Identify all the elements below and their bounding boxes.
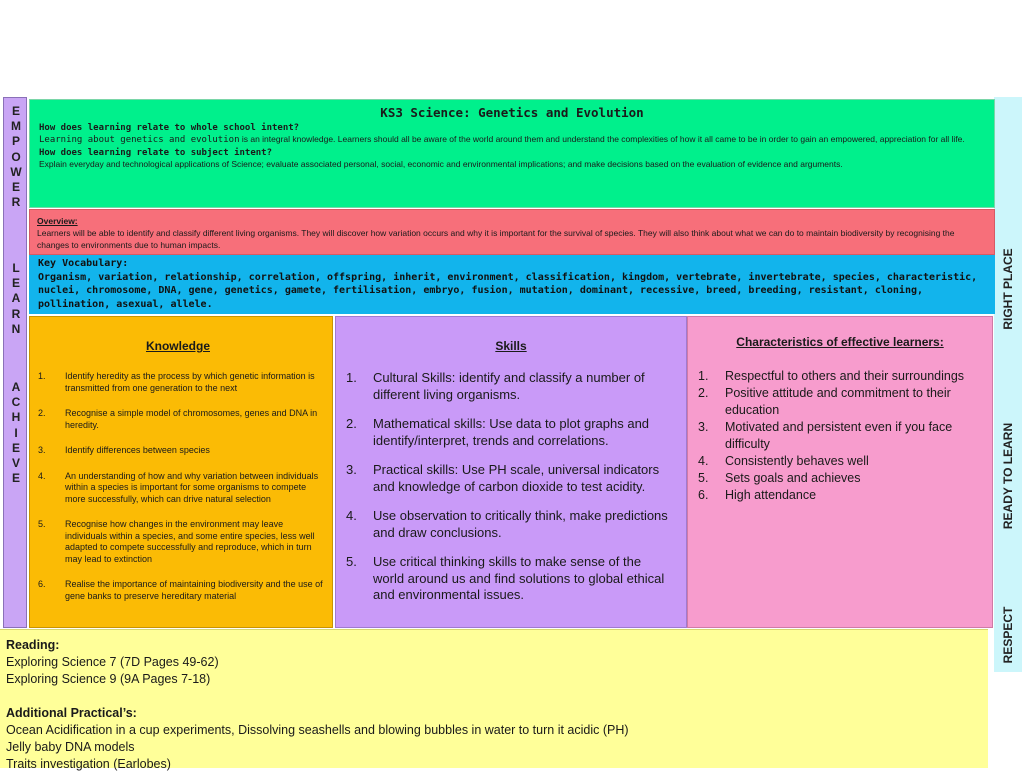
letter: O	[11, 149, 21, 164]
letter: P	[11, 134, 20, 149]
letter: N	[11, 321, 21, 336]
letter: R	[11, 195, 21, 210]
skills-list	[346, 370, 672, 617]
characteristics-column	[687, 316, 993, 628]
practicals-heading: Additional Practical’s:	[6, 706, 137, 720]
knowledge-column	[29, 316, 333, 628]
list-item: 4. An understanding of how and why variation between individuals within a species is important for some organisms to compete more successfully, which can drive natural selection	[38, 470, 319, 504]
list-item: 5. Use critical thinking skills to make sense of the world around us and find solutions to global ethical and environmental issues.	[346, 554, 665, 602]
list-item: 5. Recognise how changes in the environment may leave individuals within a species, and some entire species, less well adapted to compete successfully and reproduce, which in turn may lead to extinction	[38, 519, 315, 564]
list-item: 6. High attendance	[698, 488, 817, 502]
letter: E	[11, 104, 20, 118]
letter: W	[10, 164, 22, 179]
list-item: 4. Consistently behaves well	[698, 454, 869, 468]
list-item: 6. Realise the importance of maintaining biodiversity and the use of gene banks to preserve hereditary material	[38, 579, 323, 601]
characteristics-list	[698, 368, 988, 504]
intent-lead: Learning about genetics and evolution	[39, 135, 240, 145]
list-item: 5. Sets goals and achieves	[698, 471, 861, 485]
list-item: 4. Use observation to critically think, make predictions and draw conclusions.	[346, 508, 668, 540]
reading-section	[0, 629, 988, 771]
intent-rest: is an integral knowledge. Learners should all be aware of the world around them and understand the complexities of how it all came to be in order to gain an empowered, appreciation for all life.	[239, 134, 965, 144]
letter: E	[11, 471, 20, 486]
practical-item: Ocean Acidification in a cup experiments, Dissolving seashells and blowing bubbles in water to turn it acidic (PH)	[6, 723, 629, 737]
achieve-word	[4, 380, 28, 486]
list-item: 3. Identify differences between species	[38, 445, 210, 455]
learn-word	[4, 261, 28, 337]
values-strip-left	[3, 97, 27, 628]
letter: R	[11, 306, 21, 321]
letter: M	[11, 119, 21, 134]
values-strip-right	[994, 97, 1022, 672]
characteristics-heading: Characteristics of effective learners:	[736, 335, 944, 349]
skills-column	[335, 316, 687, 628]
letter: E	[11, 180, 20, 195]
reading-heading: Reading:	[6, 638, 60, 652]
respect-label: RESPECT	[1001, 606, 1015, 664]
whole-school-intent-text	[39, 134, 985, 147]
overview-text: Learners will be able to identify and classify different living organisms. They will discover how variation occurs and why it is important for the survival of species. They will also think about what we can do to maintain biodiversity by recognising the changes to environments due to human impacts.	[37, 228, 955, 250]
letter: H	[11, 410, 21, 425]
subject-intent-text: Explain everyday and technological applications of Science; evaluate associated personal, social, economic and environmental implications; and make decisions based on the evaluation of evidence and arguments.	[39, 158, 843, 169]
vocabulary-heading: Key Vocabulary:	[38, 258, 129, 269]
intent-section	[29, 99, 995, 208]
vocabulary-terms: Organism, variation, relationship, correlation, offspring, inherit, environment, classification, kingdom, vertebrate, invertebrate, species, characteristic, nuclei, chromosome, DNA, gene, genetics, gamete, fertilisation, embryo, fusion, mutation, dominant, recessive, breed, breeding, resistant, cloning, pollination, asexual, allele.	[38, 271, 978, 310]
list-item: 2. Mathematical skills: Use data to plot graphs and identify/interpret, trends and correlations.	[346, 416, 650, 448]
letter: E	[11, 276, 20, 291]
page-title: KS3 Science: Genetics and Evolution	[380, 105, 644, 120]
list-item: 3. Motivated and persistent even if you face difficulty	[698, 420, 953, 451]
overview-section	[29, 209, 995, 255]
letter: L	[12, 261, 20, 275]
knowledge-list	[38, 371, 324, 616]
key-vocabulary-section	[29, 255, 995, 314]
list-item: 1. Respectful to others and their surroundings	[698, 369, 965, 383]
list-item: 3. Practical skills: Use PH scale, universal indicators and knowledge of carbon dioxide to test acidity.	[346, 462, 660, 494]
reading-book: Exploring Science 7 (7D Pages 49-62)	[6, 655, 219, 669]
list-item: 1. Identify heredity as the process by which genetic information is transmitted from one generation to the next	[38, 371, 315, 393]
letter: E	[11, 440, 20, 455]
practical-item: Jelly baby DNA models	[6, 740, 135, 754]
letter: A	[11, 380, 21, 394]
knowledge-heading: Knowledge	[145, 339, 210, 353]
overview-heading: Overview:	[37, 216, 78, 226]
letter: C	[11, 395, 21, 410]
list-item: 2. Recognise a simple model of chromosomes, genes and DNA in heredity.	[38, 408, 318, 430]
letter: I	[14, 425, 18, 440]
letter: A	[11, 291, 21, 306]
empower-word	[4, 104, 28, 210]
ready-to-learn-label: READY TO LEARN	[1001, 422, 1015, 530]
reading-book: Exploring Science 9 (9A Pages 7-18)	[6, 672, 211, 686]
subject-intent-question: How does learning relate to subject intent?	[39, 147, 272, 158]
list-item: 1. Cultural Skills: identify and classify a number of different living organisms.	[346, 370, 645, 402]
practical-item: Traits investigation (Earlobes)	[6, 757, 171, 771]
letter: V	[11, 456, 20, 471]
whole-school-intent-question: How does learning relate to whole school intent?	[39, 123, 300, 133]
list-item: 2. Positive attitude and commitment to their education	[698, 386, 951, 417]
skills-heading: Skills	[495, 339, 527, 353]
right-place-label: RIGHT PLACE	[1001, 248, 1015, 330]
